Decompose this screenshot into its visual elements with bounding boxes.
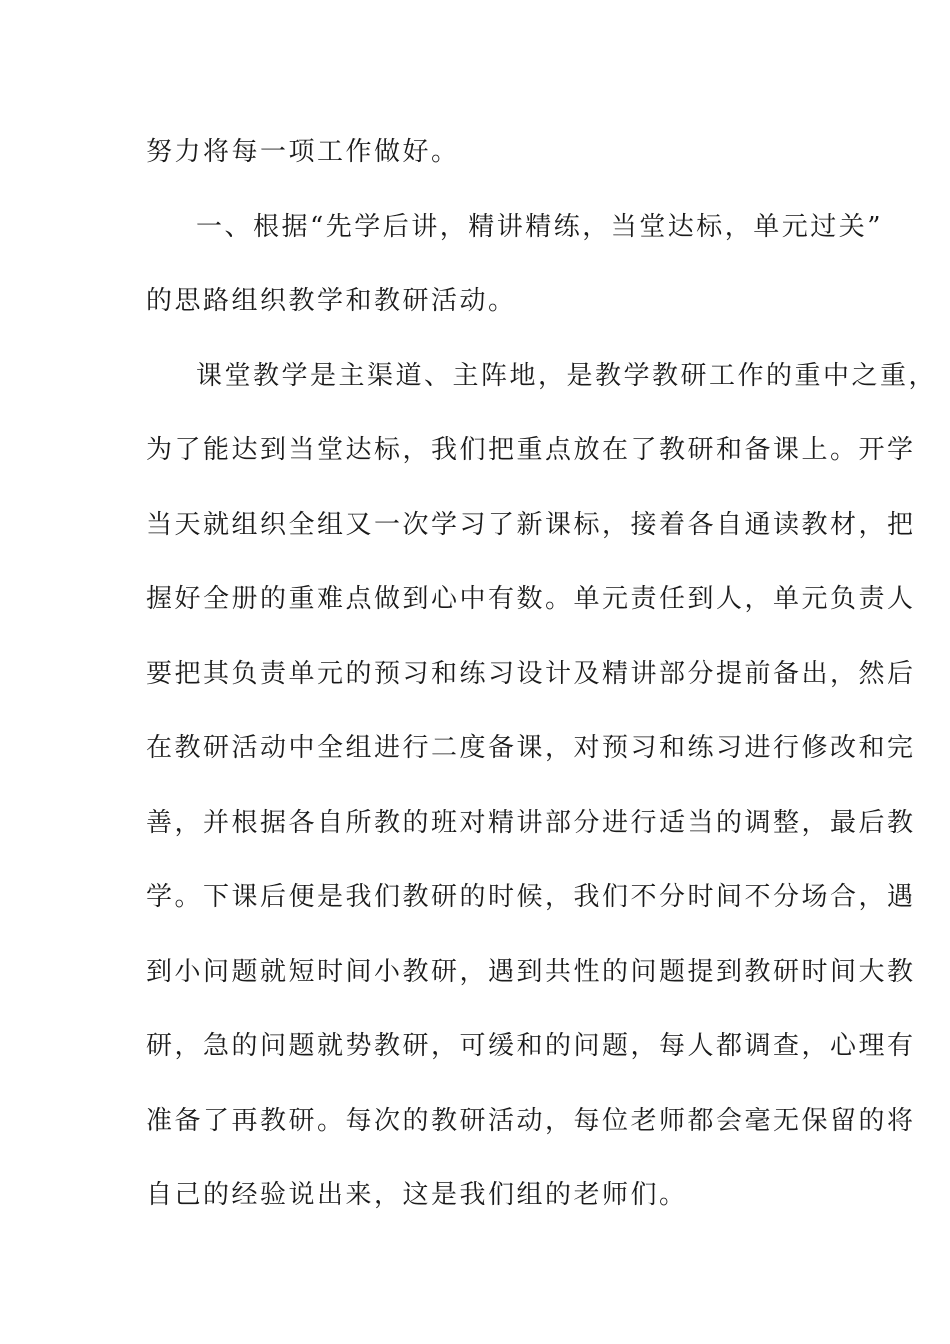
- paragraph-line-1: 课堂教学是主渠道、主阵地，是教学教研工作的重中之重，: [196, 361, 938, 391]
- paragraph-line-7: 善，并根据各自所教的班对精讲部分进行适当的调整，最后教: [146, 808, 916, 838]
- paragraph-line-8: 学。下课后便是我们教研的时候，我们不分时间不分场合，遇: [146, 882, 916, 912]
- paragraph-line-5: 要把其负责单元的预习和练习设计及精讲部分提前备出，然后: [146, 659, 916, 689]
- paragraph-line-9: 到小问题就短时间小教研，遇到共性的问题提到教研时间大教: [146, 957, 916, 987]
- paragraph-line-11: 准备了再教研。每次的教研活动，每位老师都会毫无保留的将: [146, 1106, 916, 1136]
- paragraph-line-6: 在教研活动中全组进行二度备课，对预习和练习进行修改和完: [146, 733, 916, 763]
- text-line-1: 努力将每一项工作做好。: [146, 137, 460, 167]
- paragraph-line-4: 握好全册的重难点做到心中有数。单元责任到人，单元负责人: [146, 584, 916, 614]
- section-heading-line-1: 一、根据“先学后讲，精讲精练，当堂达标，单元过关”: [196, 212, 884, 242]
- paragraph-line-12: 自己的经验说出来，这是我们组的老师们。: [146, 1180, 688, 1210]
- paragraph-line-2: 为了能达到当堂达标，我们把重点放在了教研和备课上。开学: [146, 435, 916, 465]
- paragraph-line-10: 研，急的问题就势教研，可缓和的问题，每人都调查，心理有: [146, 1031, 916, 1061]
- paragraph-line-3: 当天就组织全组又一次学习了新课标，接着各自通读教材，把: [146, 510, 916, 540]
- section-heading-line-2: 的思路组织教学和教研活动。: [146, 286, 517, 316]
